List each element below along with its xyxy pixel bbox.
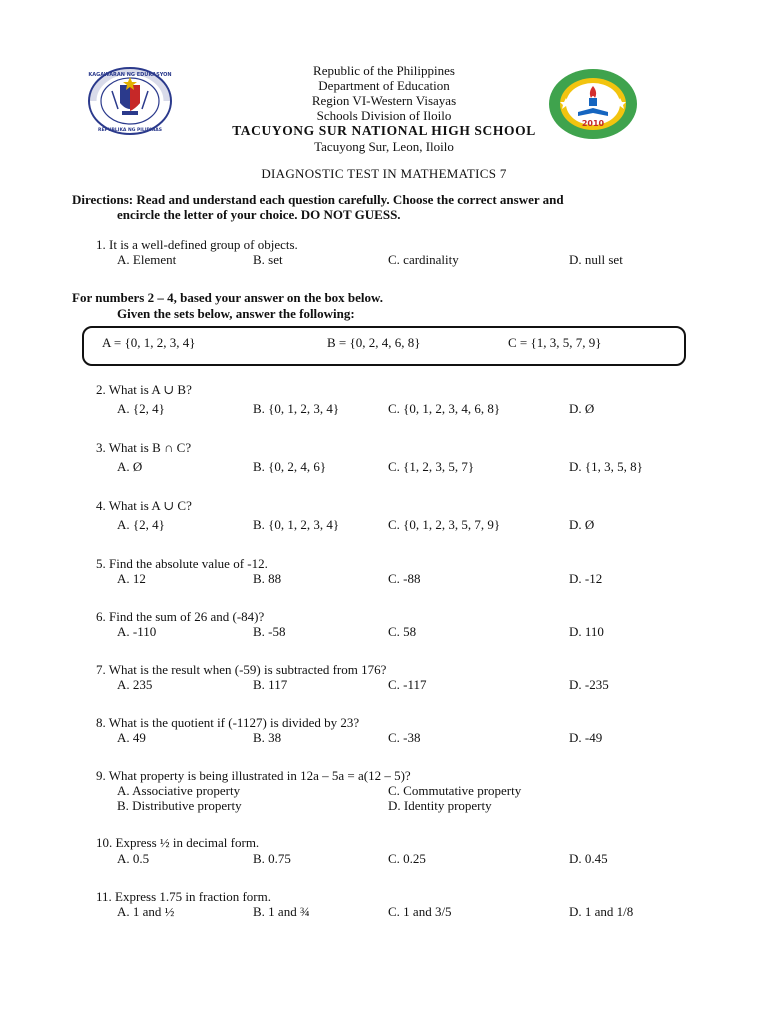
question-3-option-b[interactable]: B. {0, 2, 4, 6} (253, 459, 327, 474)
question-4-option-a[interactable]: A. {2, 4} (117, 517, 165, 532)
question-1-option-c[interactable]: C. cardinality (388, 252, 459, 267)
question-6-option-a[interactable]: A. -110 (117, 624, 157, 639)
question-8-option-c[interactable]: C. -38 (388, 730, 421, 745)
question-8-stem: 8. What is the quotient if (-1127) is divided by 23? (96, 715, 360, 730)
directions-line-1: Directions: Read and understand each question carefully. Choose the correct answer and (72, 192, 564, 207)
question-5-option-b[interactable]: B. 88 (253, 571, 282, 586)
question-8-option-d[interactable]: D. -49 (569, 730, 603, 745)
question-7-option-c[interactable]: C. -117 (388, 677, 427, 692)
question-3-option-d[interactable]: D. {1, 3, 5, 8} (569, 459, 643, 474)
question-6-option-c[interactable]: C. 58 (388, 624, 417, 639)
question-8-option-a[interactable]: A. 49 (117, 730, 146, 745)
test-title: DIAGNOSTIC TEST IN MATHEMATICS 7 (261, 166, 507, 181)
question-9-option-a[interactable]: A. Associative property (117, 783, 241, 798)
question-1-option-a[interactable]: A. Element (117, 252, 177, 267)
question-3-stem: 3. What is B ∩ C? (96, 440, 192, 455)
question-7-option-b[interactable]: B. 117 (253, 677, 288, 692)
question-9-option-c[interactable]: C. Commutative property (388, 783, 522, 798)
set-b: B = {0, 2, 4, 6, 8} (327, 335, 421, 350)
question-7-option-a[interactable]: A. 235 (117, 677, 153, 692)
question-4-option-c[interactable]: C. {0, 1, 2, 3, 5, 7, 9} (388, 517, 501, 532)
header-address: Tacuyong Sur, Leon, Iloilo (314, 139, 454, 154)
directions-line-2: encircle the letter of your choice. DO NOT GUESS. (117, 207, 401, 222)
question-3-option-a[interactable]: A. Ø (117, 459, 143, 474)
question-1-option-b[interactable]: B. set (253, 252, 283, 267)
question-8-option-b[interactable]: B. 38 (253, 730, 282, 745)
question-2-option-c[interactable]: C. {0, 1, 2, 3, 4, 6, 8} (388, 401, 501, 416)
question-3-option-c[interactable]: C. {1, 2, 3, 5, 7} (388, 459, 475, 474)
question-10-option-d[interactable]: D. 0.45 (569, 851, 608, 866)
question-11-option-b[interactable]: B. 1 and ¾ (253, 904, 310, 919)
question-2-option-b[interactable]: B. {0, 1, 2, 3, 4} (253, 401, 340, 416)
question-1-stem: 1. It is a well-defined group of objects. (96, 237, 298, 252)
question-4-stem: 4. What is A ∪ C? (96, 498, 192, 513)
question-10-option-c[interactable]: C. 0.25 (388, 851, 426, 866)
question-4-option-b[interactable]: B. {0, 1, 2, 3, 4} (253, 517, 340, 532)
svg-text:2010: 2010 (581, 119, 605, 128)
question-11-option-c[interactable]: C. 1 and 3/5 (388, 904, 452, 919)
set-a: A = {0, 1, 2, 3, 4} (102, 335, 196, 350)
question-10-option-a[interactable]: A. 0.5 (117, 851, 150, 866)
question-11-option-d[interactable]: D. 1 and 1/8 (569, 904, 634, 919)
header-region: Region VI-Western Visayas (311, 93, 457, 108)
question-7-stem: 7. What is the result when (-59) is subtracted from 176? (96, 662, 387, 677)
header-school-name: TACUYONG SUR NATIONAL HIGH SCHOOL (232, 123, 536, 138)
question-2-option-a[interactable]: A. {2, 4} (117, 401, 165, 416)
question-6-stem: 6. Find the sum of 26 and (-84)? (96, 609, 265, 624)
question-2-option-d[interactable]: D. Ø (569, 401, 595, 416)
header-republic: Republic of the Philippines (313, 63, 455, 78)
header-department: Department of Education (318, 78, 450, 93)
svg-text:REPUBLIKA NG PILIPINAS: REPUBLIKA NG PILIPINAS (97, 128, 163, 133)
question-9-option-d[interactable]: D. Identity property (388, 798, 492, 813)
svg-text:KAGAWARAN NG EDUKASYON: KAGAWARAN NG EDUKASYON (88, 72, 172, 78)
question-11-option-a[interactable]: A. 1 and ½ (117, 904, 175, 919)
question-10-option-b[interactable]: B. 0.75 (253, 851, 291, 866)
question-5-stem: 5. Find the absolute value of -12. (96, 556, 268, 571)
question-4-option-d[interactable]: D. Ø (569, 517, 595, 532)
question-1-option-d[interactable]: D. null set (569, 252, 623, 267)
question-9-stem: 9. What property is being illustrated in 12a – 5a = a(12 – 5)? (96, 768, 411, 783)
question-9-option-b[interactable]: B. Distributive property (117, 798, 242, 813)
set-instructions-line-1: For numbers 2 – 4, based your answer on the box below. (72, 290, 383, 305)
question-10-stem: 10. Express ½ in decimal form. (96, 835, 260, 850)
question-11-stem: 11. Express 1.75 in fraction form. (96, 889, 271, 904)
question-6-option-d[interactable]: D. 110 (569, 624, 604, 639)
header-division: Schools Division of Iloilo (316, 108, 452, 123)
set-instructions-line-2: Given the sets below, answer the following: (117, 306, 355, 321)
question-5-option-d[interactable]: D. -12 (569, 571, 603, 586)
question-7-option-d[interactable]: D. -235 (569, 677, 609, 692)
question-5-option-c[interactable]: C. -88 (388, 571, 421, 586)
question-6-option-b[interactable]: B. -58 (253, 624, 286, 639)
set-c: C = {1, 3, 5, 7, 9} (508, 335, 602, 350)
question-5-option-a[interactable]: A. 12 (117, 571, 146, 586)
question-2-stem: 2. What is A ∪ B? (96, 382, 192, 397)
